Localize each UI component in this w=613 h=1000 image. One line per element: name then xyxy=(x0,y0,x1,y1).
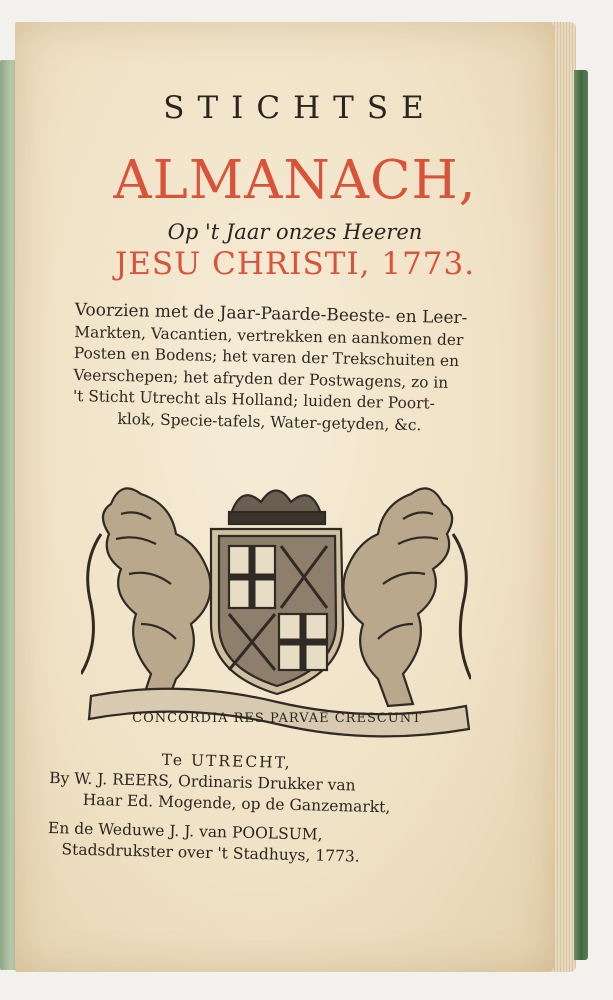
description-line: Voorzien met de Jaar-Paarde-Beeste- en Leer- xyxy=(74,300,468,329)
title-op-t-jaar: Op 't Jaar onzes Heeren xyxy=(167,220,423,244)
title-almanach: ALMANACH, xyxy=(113,150,477,211)
title-page xyxy=(15,22,555,972)
coat-of-arms-woodcut xyxy=(81,474,471,744)
description-line: klok, Specie-tafels, Water-getyden, &c. xyxy=(117,409,422,434)
title-jesu-christi: JESU CHRISTI, 1773. xyxy=(114,246,476,282)
imprint-line: Stadsdrukster over 't Stadhuys, 1773. xyxy=(61,840,360,866)
title-stichtse: STICHTSE xyxy=(163,90,437,126)
imprint-line: Te UTRECHT, xyxy=(161,750,292,772)
description-line: Posten en Bodens; het varen der Trekschuiten en xyxy=(73,343,460,371)
imprint-line: By W. J. REERS, Ordinaris Drukker van xyxy=(49,768,356,795)
book-cover-right xyxy=(574,70,588,960)
description-line: Veerschepen; het afryden der Postwagens, zo in xyxy=(73,365,449,392)
imprint-block xyxy=(47,747,510,871)
imprint-line: En de Weduwe J. J. van POOLSUM, xyxy=(47,818,323,844)
description-line: Markten, Vacantien, vertrekken en aankomen der xyxy=(74,322,464,349)
description-line: 't Sticht Utrecht als Holland; luiden der Poort- xyxy=(72,386,436,413)
description-text xyxy=(72,300,525,438)
motto-ribbon: CONCORDIA RES PARVAE CRESCUNT xyxy=(132,711,422,726)
imprint-line: Haar Ed. Mogende, op de Ganzemarkt, xyxy=(82,790,391,817)
